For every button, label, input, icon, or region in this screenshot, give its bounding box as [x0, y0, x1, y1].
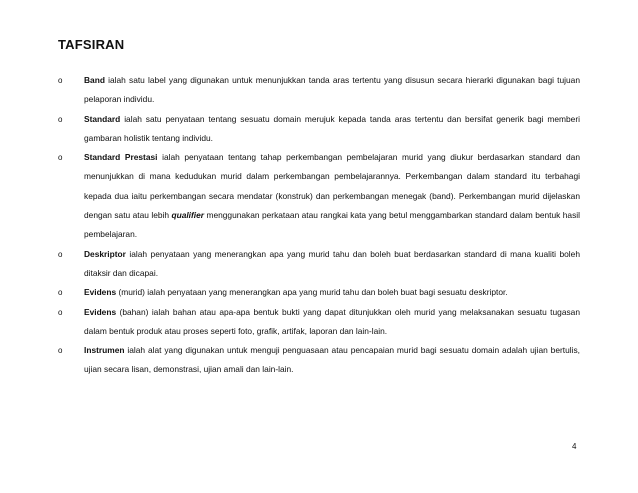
definition-list [58, 71, 580, 380]
bullet-icon: o [58, 307, 63, 317]
term-label: Band [84, 75, 105, 85]
page-title: TAFSIRAN [58, 37, 125, 52]
definition-text: (murid) ialah penyataan yang menerangkan apa yang murid tahu dan boleh buat bagi sesuatu deskriptor. [116, 287, 508, 298]
definition-text: ialah penyataan yang menerangkan apa yang murid tahu dan boleh buat berdasarkan standard di mana kualiti boleh ditaksir dan dicapai. [84, 248, 580, 278]
definition-text: ialah satu label yang digunakan untuk menunjukkan tanda aras tertentu yang disusun secara hierarki digunakan bagi tujuan pelaporan individu. [84, 75, 580, 105]
definition-item-standard-prestasi [58, 148, 580, 244]
term-label: Standard [84, 113, 121, 124]
definition-text: (bahan) ialah bahan atau apa-apa bentuk bukti yang dapat ditunjukkan oleh murid yang melaksanakan sesuatu tugasan dalam bentuk produk atau proses seperti foto, grafik, artifak, laporan dan lain-lain. [84, 306, 580, 336]
term-label: Instrumen [84, 345, 125, 356]
bullet-icon: o [58, 249, 63, 259]
term-label: Evidens [84, 287, 117, 298]
page-number: 4 [572, 442, 577, 451]
definition-item-standard [58, 110, 580, 149]
bullet-icon: o [58, 76, 63, 85]
bullet-icon: o [58, 114, 63, 124]
definition-item-band [58, 71, 580, 110]
term-label: Standard Prestasi [84, 152, 158, 163]
highlighted-term: qualifier [171, 210, 205, 221]
definition-item-evidens-bahan [58, 303, 580, 342]
bullet-icon: o [58, 346, 63, 356]
definition-text-continued: menggunakan perkataan atau rangkai kata yang betul menggambarkan standard dalam bentuk hasil pembelajaran. [84, 210, 580, 240]
definition-item-evidens-murid [58, 283, 580, 302]
term-label: Deskriptor [84, 248, 126, 259]
definition-text: ialah alat yang digunakan untuk menguji penguasaan atau pencapaian murid bagi sesuatu domain adalah ujian bertulis, ujian secara lisan, demonstrasi, ujian amali dan lain-lain. [84, 345, 580, 375]
bullet-icon: o [58, 153, 63, 163]
definition-item-deskriptor [58, 245, 580, 284]
definition-text: ialah satu penyataan tentang sesuatu domain merujuk kepada tanda aras tertentu dan bersifat generik bagi memberi gambaran holistik tentang individu. [84, 113, 580, 143]
definition-item-instrumen [58, 341, 580, 380]
bullet-icon: o [58, 288, 63, 298]
term-label: Evidens [84, 306, 117, 317]
definition-text: ialah penyataan tentang tahap perkembangan pembelajaran murid yang diukur berdasarkan standard dan menunjukkan di mana kedudukan murid dalam perkembangan pembelajarannya. Perkembangan dalam standard itu terbahagi kepada dua iaitu perkembangan secara mendatar (konstruk) dan perkembangan menegak (band). Perkembangan murid dijelaskan dengan satu atau lebih [84, 152, 580, 221]
